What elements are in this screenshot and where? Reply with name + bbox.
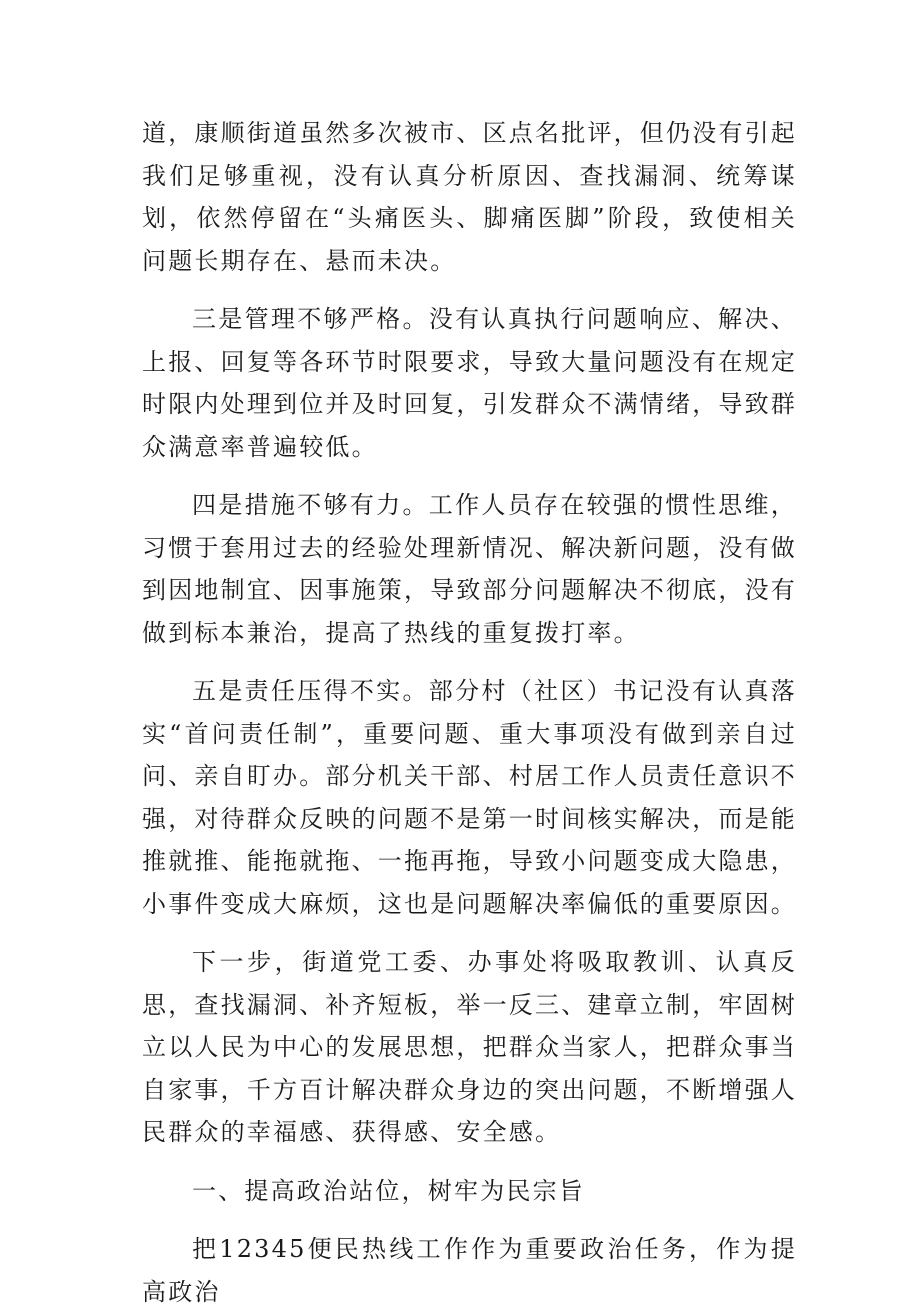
paragraph-continuation: 道，康顺街道虽然多次被市、区点名批评，但仍没有引起我们足够重视，没有认真分析原因、查找漏洞、统筹谋划，依然停留在“头痛医头、脚痛医脚”阶段，致使相关问题长期存在、悬而未决。 — [142, 119, 797, 275]
paragraph-point-three: 三是管理不够严格。没有认真执行问题响应、解决、上报、回复等各环节时限要求，导致大量问题没有在规定时限内处理到位并及时回复，引发群众不满情绪，导致群众满意率普遍较低。 — [142, 305, 797, 461]
paragraph-point-four: 四是措施不够有力。工作人员存在较强的惯性思维，习惯于套用过去的经验处理新情况、解决新问题，没有做到因地制宜、因事施策，导致部分问题解决不彻底，没有做到标本兼治，提高了热线的重复拨打率。 — [142, 491, 797, 647]
section-heading: 一、提高政治站位，树牢为民宗旨 — [192, 1176, 585, 1205]
paragraph-next-steps: 下一步，街道党工委、办事处将吸取教训、认真反思，查找漏洞、补齐短板，举一反三、建章立制，牢固树立以人民为中心的发展思想，把群众当家人，把群众事当自家事，千方百计解决群众身边的突出问题，不断增强人民群众的幸福感、获得感、安全感。 — [142, 948, 797, 1146]
paragraph-section-one-body: 把12345便民热线工作作为重要政治任务，作为提高政治 — [142, 1235, 797, 1306]
document-body — [142, 112, 797, 1313]
paragraph-point-five: 五是责任压得不实。部分村（社区）书记没有认真落实“首问责任制”，重要问题、重大事项没有做到亲自过问、亲自盯办。部分机关干部、村居工作人员责任意识不强，对待群众反映的问题不是第一时间核实解决，而是能推就推、能拖就拖、一拖再拖，导致小问题变成大隐患，小事件变成大麻烦，这也是问题解决率偏低的重要原因。 — [142, 677, 797, 918]
